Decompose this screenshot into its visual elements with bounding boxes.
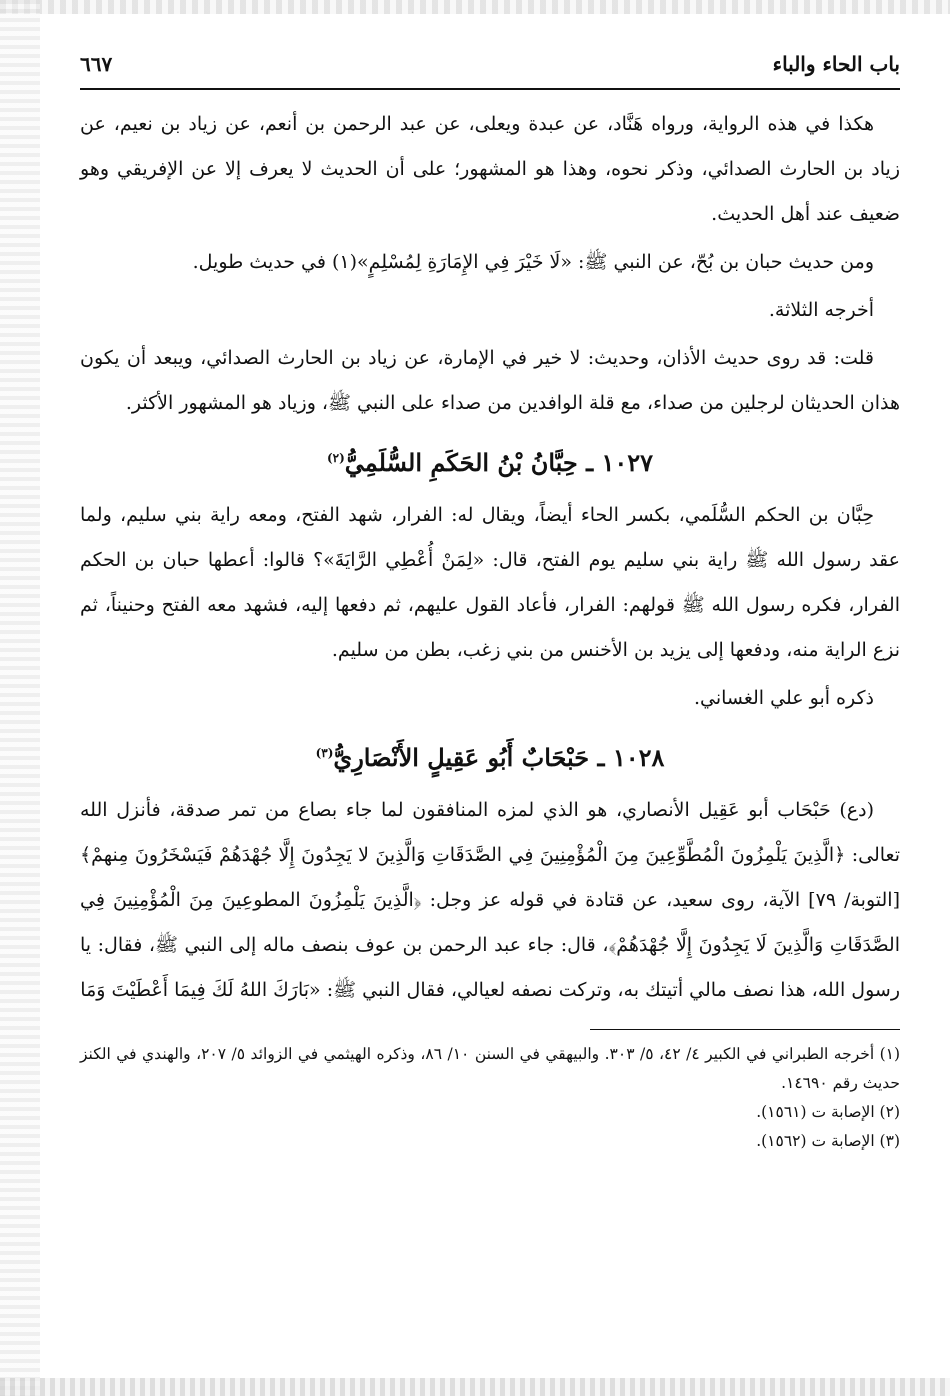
footnote: (٢) الإصابة ت (١٥٦١). xyxy=(756,1103,900,1121)
paragraph: هكذا في هذه الرواية، ورواه هَنَّاد، عن عبدة ويعلى، عن عبد الرحمن بن أنعم، عن زياد بن نعيم، عن زياد بن الحارث الصدائي، وذكر نحوه، وهذا هو المشهور؛ على أن الحديث لا يعرف إلا عن الإفريقي وهو ضعيف عند أهل الحديث. xyxy=(80,113,900,225)
entry-title: ١٠٢٧ ـ حِبَّانُ بْنُ الحَكَمِ السُّلَمِيُّ xyxy=(344,448,654,477)
paragraph: أخرجه الثلاثة. xyxy=(768,299,874,321)
footnote-marker: (٣) xyxy=(315,746,334,760)
page-border-top xyxy=(0,0,950,14)
page-number: ٦٦٧ xyxy=(80,52,113,76)
entry-heading-1028 xyxy=(80,723,900,788)
footnote: (٣) الإصابة ت (١٥٦٢). xyxy=(756,1132,900,1150)
footnote: (١) أخرجه الطبراني في الكبير ٤/ ٤٢، ٥/ ٣٠٣. والبيهقي في السنن ١٠/ ٨٦، وذكره الهيثمي في الزوائد ٥/ ٢٠٧، والهندي في الكنز حديث رقم ١٤٦٩٠. xyxy=(80,1045,901,1092)
page-border-left xyxy=(0,0,40,1396)
entry-title: ١٠٢٨ ـ حَبْحَابٌ أَبُو عَقِيلٍ الأَنْصَارِيُّ xyxy=(333,743,665,772)
paragraph: قلت: قد روى حديث الأذان، وحديث: لا خير في الإمارة، عن زياد بن الحارث الصدائي، ويبعد أن يكون هذان الحديثان لرجلين من صداء، مع قلة الوافدين من صداء على النبي ﷺ، وزياد هو المشهور الأكثر. xyxy=(80,347,900,414)
paragraph: (دع) حَبْحَاب أبو عَقِيل الأنصاري، هو الذي لمزه المنافقون لما جاء بصاع من تمر صدقة، فأنزل الله تعالى: ﴿الَّذِينَ يَلْمِزُونَ الْمُطَّوِّعِينَ مِنَ الْمُؤْمِنِينَ فِي الصَّدَقَاتِ وَالَّذِينَ لا يَجِدُونَ إِلَّا جُهْدَهُمْ فَيَسْخَرُونَ مِنهمْ﴾ [التوبة/ ٧٩] الآية، روى سعيد، عن قتادة في قوله عز وجل: ﴿الَّذِينَ يَلْمِزُونَ المطوعِينَ مِنَ الْمُؤْمِنِينَ فِي الصَّدَقَاتِ وَالَّذِينَ لَا يَجِدُونَ إِلَّا جُهْدَهُمْ﴾، قال: جاء عبد الرحمن بن عوف بنصف ماله إلى النبي ﷺ، فقال: يا رسول الله، هذا نصف مالي أتيتك به، وتركت نصفه لعيالي، فقال النبي ﷺ: «بَارَكَ اللهُ لَكَ فِيمَا أَعْطَيْتَ وَمَا xyxy=(80,799,900,1001)
entry-heading-1027 xyxy=(80,428,900,493)
running-header xyxy=(80,52,900,82)
paragraph: ذكره أبو علي الغساني. xyxy=(693,687,874,709)
page-border-bottom xyxy=(0,1378,950,1396)
paragraph: حِبَّان بن الحكم السُّلَمي، بكسر الحاء أيضاً، ويقال له: الفرار، شهد الفتح، ومعه راية بني سليم، ولما عقد رسول الله ﷺ راية بني سليم يوم الفتح، قال: «لِمَنْ أُعْطِي الرَّايَةَ»؟ قالوا: أعطها حبان بن الحكم الفرار، فكره رسول الله ﷺ قولهم: الفرار، فأعاد القول عليهم، ثم دفعها إليه، فشهد معه الفتح وحنيناً، ثم نزع الراية منه، ودفعها إلى يزيد بن الأخنس من بني زغب، بطن من سليم. xyxy=(80,504,900,661)
book-page xyxy=(80,52,900,1156)
chapter-title: باب الحاء والباء xyxy=(772,52,900,76)
footnote-rule xyxy=(590,1029,900,1030)
paragraph: ومن حديث حبان بن بُحّ، عن النبي ﷺ: «لَا خَيْرَ فِي الإِمَارَةِ لِمُسْلِمٍ»(١) في حديث طويل. xyxy=(192,251,874,273)
header-rule xyxy=(80,88,900,90)
footnote-marker: (٢) xyxy=(326,451,345,465)
